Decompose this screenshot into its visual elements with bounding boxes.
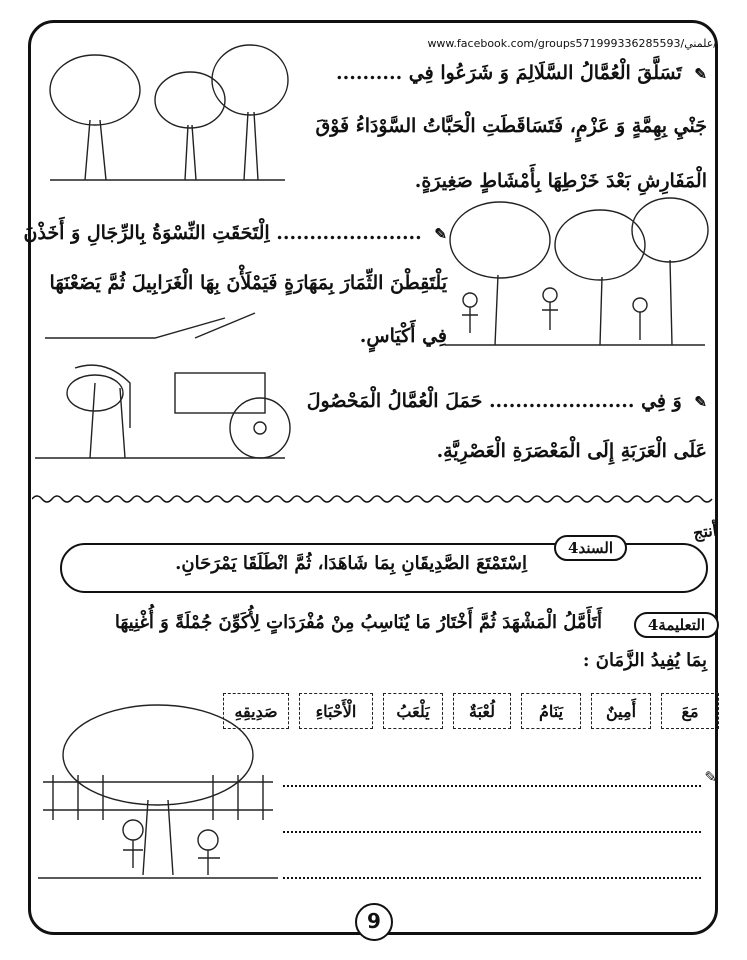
word-box: الْأَحْبَاءِ — [299, 693, 373, 729]
exercise-line-1: ✎ تَسَلَّقَ الْعُمَّالُ السَّلَالِمَ وَ شَرَعُوا فِي .......... — [336, 62, 707, 84]
instruction-badge: التعليمة4 — [634, 612, 719, 638]
exercise-line-8: عَلَى الْعَرَبَةِ إِلَى الْمَعْصَرَةِ الْعَصْرِيَّةِ. — [436, 440, 707, 462]
word-box: أَمِينٌ — [591, 693, 651, 729]
word-bank — [223, 693, 719, 729]
cart-illustration — [35, 308, 295, 478]
pen-icon: ✎ — [704, 768, 717, 786]
word-box: يَنَامُ — [521, 693, 581, 729]
exercise-line-5: يَلْتَقِطْنَ الثِّمَارَ بِمَهَارَةٍ فَيَمْلَأْنَ بِهَا الْغَرَابِيلَ ثُمَّ يَضَعْنَهَا — [49, 272, 447, 294]
pen-icon: ✎ — [434, 225, 447, 243]
trees-illustration-top-left — [40, 40, 290, 190]
writing-line[interactable] — [283, 876, 701, 879]
listening-text: اِسْتَمْتَعَ الصَّدِيقَانِ بِمَا شَاهَدَا، ثُمَّ انْطَلَقَا يَمْرَحَانِ. — [175, 553, 527, 574]
instruction-line-1: أَتَأَمَّلُ الْمَشْهَدَ ثُمَّ أَخْتَارُ مَا يُنَاسِبُ مِنْ مُفْرَدَاتٍ لِأُكَوِّنَ جُمْلَةً وَ أُغْنِيهَا — [114, 612, 602, 633]
word-box: يَلْعَبُ — [383, 693, 443, 729]
exercise-line-3: الْمَفَارِشِ بَعْدَ خَرْطِهَا بِأَمْشَاطٍ صَغِيرَةٍ. — [414, 170, 707, 192]
listening-badge: السند4 — [554, 535, 627, 561]
exercise-line-6: فِي أَكْيَاسٍ. — [359, 325, 447, 347]
exercise-line-4: ✎ ...................... اِلْتَحَقَتِ النِّسْوَةُ بِالرِّجَالِ وَ أَخَذْنَ — [23, 222, 447, 244]
pen-icon: ✎ — [694, 65, 707, 83]
instruction-line-2: بِمَا يُفِيدُ الزَّمَانَ : — [582, 650, 707, 671]
exercise-line-2: جَنْيِ بِهِمَّةٍ وَ عَزْمٍ، فَتَسَاقَطَتِ الْحَبَّاتُ السَّوْدَاءُ فَوْقَ — [315, 115, 707, 137]
produce-label: أنتج — [691, 520, 719, 543]
watermark-url: www.facebook.com/groups571999336285593/علمني/ — [427, 37, 717, 50]
pen-icon: ✎ — [694, 393, 707, 411]
word-box: صَدِيقِهِ — [223, 693, 289, 729]
harvest-illustration — [440, 195, 710, 355]
word-box: لُعْبَةٌ — [453, 693, 511, 729]
writing-line[interactable] — [283, 784, 701, 787]
section-divider — [32, 493, 714, 505]
writing-line[interactable] — [283, 830, 701, 833]
exercise-line-7: ✎ وَ فِي ...................... حَمَلَ الْعُمَّالُ الْمَحْصُولَ — [306, 390, 707, 412]
word-box: مَعَ — [661, 693, 719, 729]
page-number: 9 — [355, 903, 393, 941]
